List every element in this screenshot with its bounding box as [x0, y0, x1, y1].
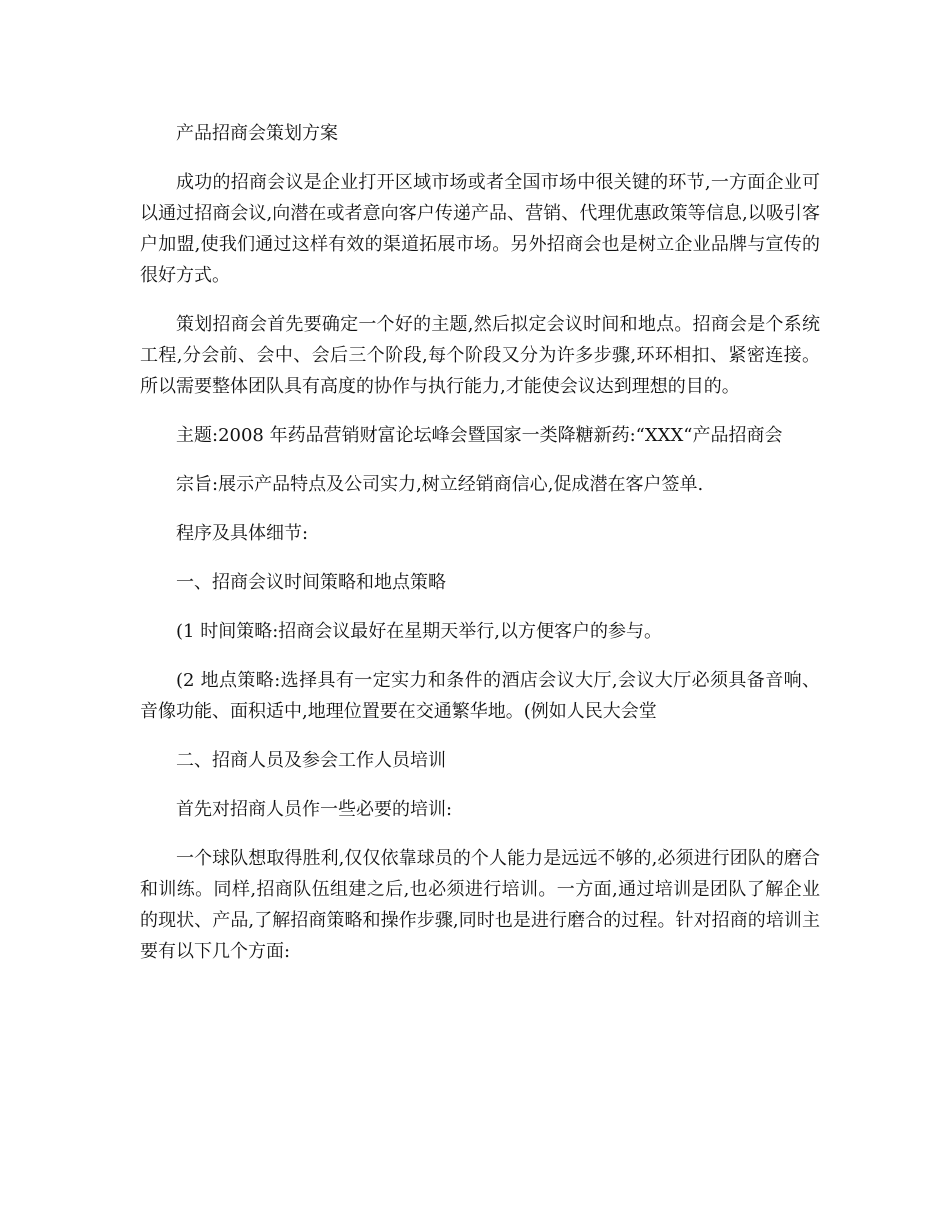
procedure-heading: 程序及具体细节:: [176, 523, 309, 544]
training-intro-paragraph: 首先对招商人员作一些必要的培训:: [176, 799, 453, 820]
intro-paragraph: 成功的招商会议是企业打开区域市场或者全国市场中很关键的环节,一方面企业可以通过招商会议,向潜在或者意向客户传递产品、营销、代理优惠政策等信息,以吸引客户加盟,使我们通过这样有效的渠道拓展市场。另外招商会也是树立企业品牌与宣传的很好方式。: [140, 172, 820, 286]
theme-paragraph: 主题:2008 年药品营销财富论坛峰会暨国家一类降糖新药:“XXX“产品招商会: [176, 425, 783, 446]
team-training-paragraph: 一个球队想取得胜利,仅仅依靠球员的个人能力是远远不够的,必须进行团队的磨合和训练。同样,招商队伍组建之后,也必须进行培训。一方面,通过培训是团队了解企业的现状、产品,了解招商策略和操作步骤,同时也是进行磨合的过程。针对招商的培训主要有以下几个方面:: [140, 848, 820, 962]
location-strategy-paragraph: (2 地点策略:选择具有一定实力和条件的酒店会议大厅,会议大厅必须具备音响、音像功能、面积适中,地理位置要在交通繁华地。(例如人民大会堂: [140, 670, 820, 722]
planning-paragraph: 策划招商会首先要确定一个好的主题,然后拟定会议时间和地点。招商会是个系统工程,分会前、会中、会后三个阶段,每个阶段又分为许多步骤,环环相扣、紧密连接。所以需要整体团队具有高度的协作与执行能力,才能使会议达到理想的目的。: [140, 314, 820, 397]
document-title: 产品招商会策划方案: [176, 123, 338, 144]
document-body: [140, 118, 820, 985]
section-2-heading: 二、招商人员及参会工作人员培训: [176, 750, 446, 771]
purpose-paragraph: 宗旨:展示产品特点及公司实力,树立经销商信心,促成潜在客户签单.: [176, 474, 704, 495]
time-strategy-paragraph: (1 时间策略:招商会议最好在星期天举行,以方便客户的参与。: [176, 621, 662, 642]
section-1-heading: 一、招商会议时间策略和地点策略: [176, 572, 446, 593]
